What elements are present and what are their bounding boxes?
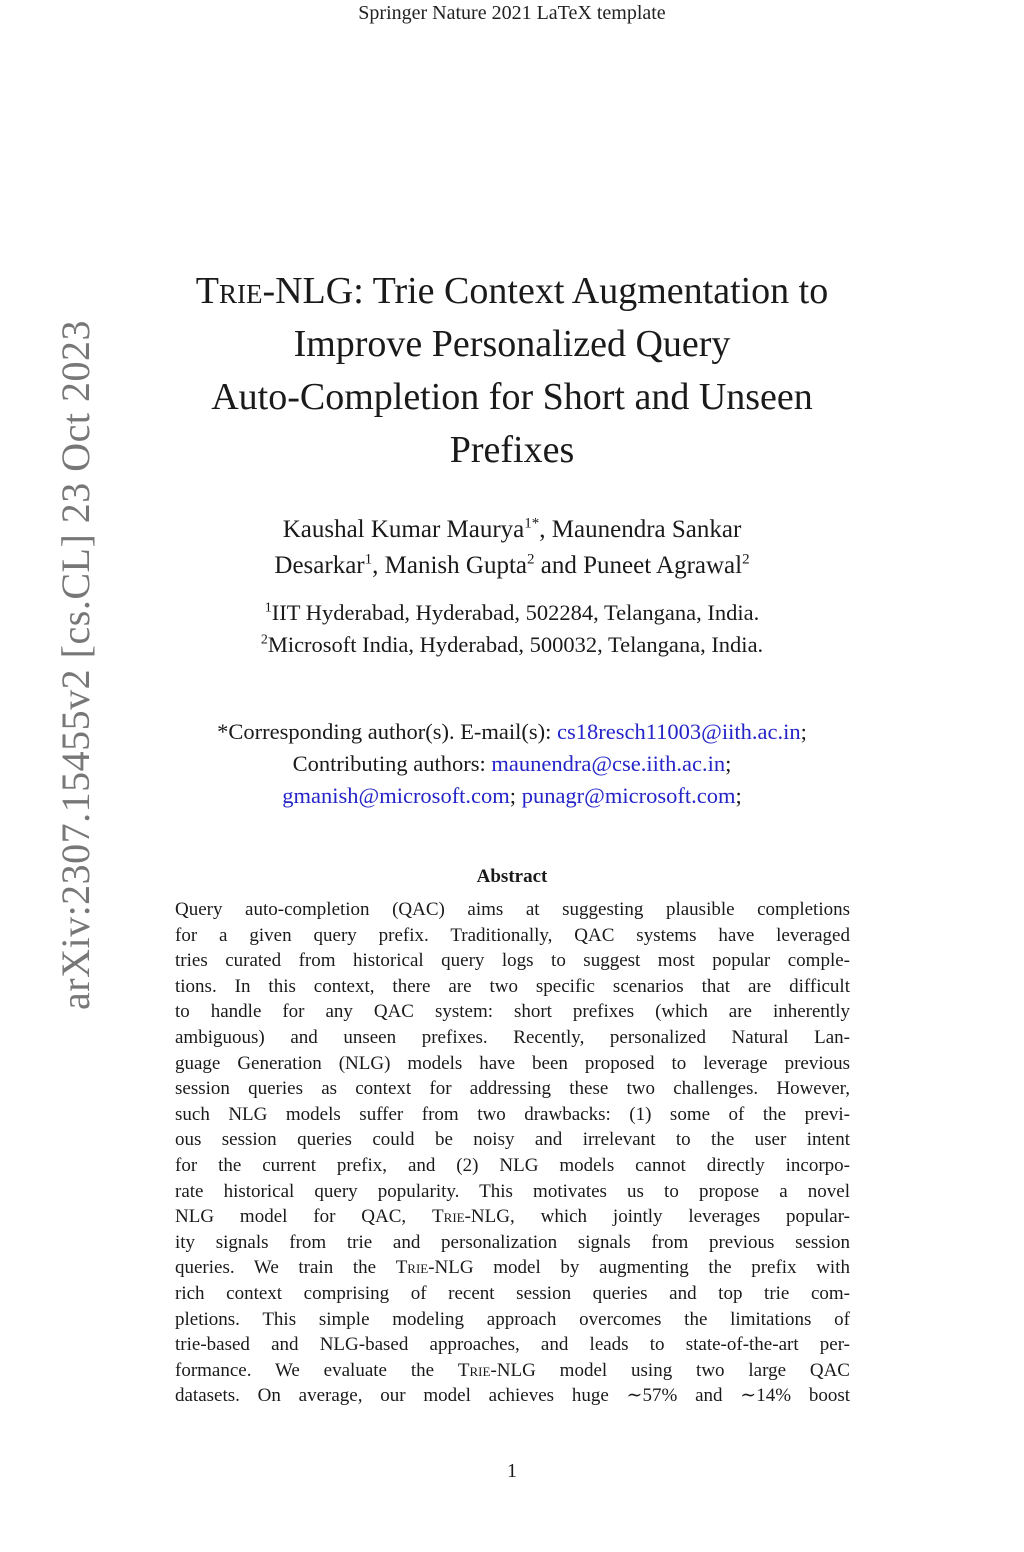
author-name: Desarkar bbox=[274, 552, 365, 579]
affiliation-text: Microsoft India, Hyderabad, 500032, Telangana, India. bbox=[267, 632, 764, 657]
abstract-line: for the current prefix, and (2) NLG models cannot directly incorpo- bbox=[175, 1154, 850, 1176]
author-sup: 2 bbox=[527, 551, 535, 568]
abstract-line: ambiguous) and unseen prefixes. Recently, personalized Natural Lan- bbox=[175, 1026, 850, 1048]
separator: ; bbox=[735, 783, 742, 808]
abstract-line: NLG model for QAC, Trie-NLG, which jointly leverages popular- bbox=[175, 1206, 850, 1228]
abstract-line: queries. We train the Trie-NLG model by augmenting the prefix with bbox=[175, 1257, 850, 1279]
separator: ; bbox=[800, 719, 807, 744]
contact-info bbox=[130, 716, 894, 812]
separator: ; bbox=[509, 783, 517, 808]
author-sup: 1* bbox=[524, 515, 540, 532]
affiliations bbox=[140, 597, 884, 661]
author-sup: 2 bbox=[742, 551, 750, 568]
paper-title bbox=[140, 265, 884, 477]
corresponding-email-link[interactable]: cs18resch11003@iith.ac.in bbox=[557, 719, 801, 744]
abstract-line: for a given query prefix. Traditionally, QAC systems have leveraged bbox=[175, 924, 850, 946]
author-name: and Puneet Agrawal bbox=[534, 552, 743, 579]
affiliation-1 bbox=[140, 597, 884, 629]
affiliation-text: IIT Hyderabad, Hyderabad, 502284, Telangana, India. bbox=[271, 600, 760, 625]
contributing-label: Contributing authors: bbox=[292, 751, 492, 776]
affiliation-sup: 2 bbox=[260, 632, 268, 648]
model-name-inline: Trie-NLG bbox=[395, 1257, 474, 1279]
email-link-maunendra[interactable]: maunendra@cse.iith.ac.in bbox=[491, 751, 726, 776]
abstract-line: pletions. This simple modeling approach overcomes the limitations of bbox=[175, 1308, 850, 1330]
author-sup: 1 bbox=[364, 551, 373, 568]
abstract-line: session queries as context for addressing these two challenges. However, bbox=[175, 1078, 850, 1100]
author-name: Kaushal Kumar Maurya bbox=[282, 516, 525, 543]
abstract-line: guage Generation (NLG) models have been proposed to leverage previous bbox=[175, 1052, 850, 1074]
abstract-line: Query auto-completion (QAC) aims at suggesting plausible completions bbox=[175, 899, 850, 920]
page-number: 1 bbox=[507, 1460, 517, 1482]
abstract-line: formance. We evaluate the Trie-NLG model using two large QAC bbox=[175, 1359, 850, 1381]
title-line-1-rest: : Trie Context Augmentation to bbox=[353, 270, 829, 312]
corresponding-label: *Corresponding author(s). E-mail(s): bbox=[217, 719, 558, 744]
abstract-line: trie-based and NLG-based approaches, and leads to state-of-the-art per- bbox=[175, 1334, 850, 1356]
title-line-4: Prefixes bbox=[449, 429, 575, 471]
email-link-gmanish[interactable]: gmanish@microsoft.com bbox=[282, 783, 510, 808]
affiliation-sup: 1 bbox=[264, 600, 272, 616]
abstract-line: datasets. On average, our model achieves huge ∼57% and ∼14% boost bbox=[175, 1385, 850, 1407]
abstract-line: ous session queries could be noisy and irrelevant to the user intent bbox=[175, 1129, 850, 1151]
abstract-line: to handle for any QAC system: short prefixes (which are inherently bbox=[175, 1001, 850, 1023]
author-name: , Maunendra Sankar bbox=[539, 516, 742, 543]
contributing-line-2 bbox=[130, 780, 894, 812]
model-name: Trie-NLG bbox=[195, 270, 354, 312]
author-name: , Manish Gupta bbox=[372, 552, 527, 579]
model-name-inline: Trie-NLG bbox=[432, 1206, 510, 1228]
title-line-2: Improve Personalized Query bbox=[293, 323, 731, 365]
abstract-body bbox=[175, 897, 850, 1409]
email-link-punagr[interactable]: punagr@microsoft.com bbox=[521, 783, 736, 808]
title-line-3: Auto-Completion for Short and Unseen bbox=[211, 376, 813, 418]
affiliation-2 bbox=[140, 629, 884, 661]
contributing-line bbox=[130, 748, 894, 780]
running-header: Springer Nature 2021 LaTeX template bbox=[358, 2, 666, 24]
abstract-heading: Abstract bbox=[476, 866, 548, 887]
model-name-inline: Trie-NLG bbox=[457, 1359, 536, 1381]
author-list bbox=[140, 512, 884, 584]
arxiv-identifier[interactable]: arXiv:2307.15455v2 [cs.CL] 23 Oct 2023 bbox=[53, 319, 98, 1010]
abstract-line: ity signals from trie and personalization signals from previous session bbox=[175, 1231, 850, 1253]
title-line-1 bbox=[140, 265, 884, 318]
separator: ; bbox=[725, 751, 732, 776]
abstract-line: tions. In this context, there are two specific scenarios that are difficult bbox=[175, 975, 850, 997]
abstract-line: rate historical query popularity. This motivates us to propose a novel bbox=[175, 1180, 850, 1202]
abstract-line: tries curated from historical query logs to suggest most popular comple- bbox=[175, 950, 850, 972]
abstract-line: rich context comprising of recent session queries and top trie com- bbox=[175, 1282, 850, 1304]
corresponding-line bbox=[130, 716, 894, 748]
abstract-line: such NLG models suffer from two drawbacks: (1) some of the previ- bbox=[175, 1103, 850, 1125]
